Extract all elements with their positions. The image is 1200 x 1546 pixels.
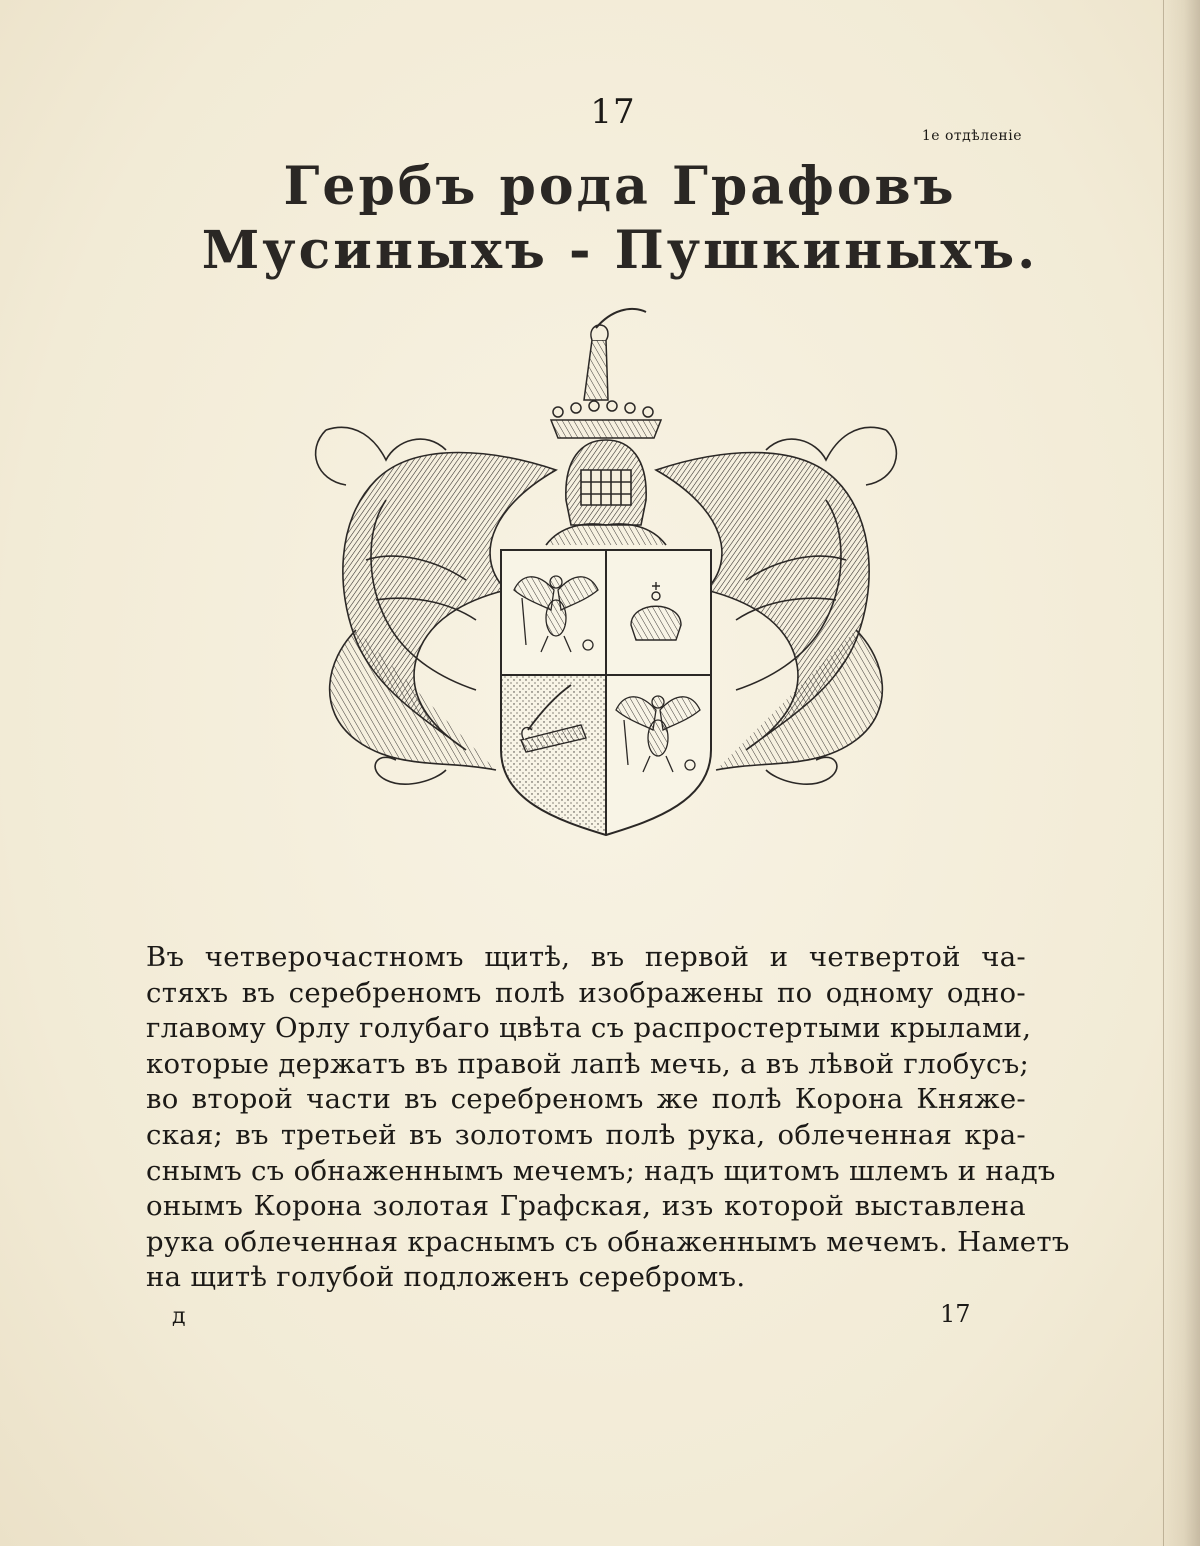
page-title-line-2: Мусиныхъ - Пушкиныхъ. (201, 220, 1039, 281)
description-line: стяхъ въ серебреномъ полѣ изображены по одному одно- (146, 976, 1026, 1009)
coat-of-arms-engraving (296, 300, 916, 860)
page-title-line-1: Гербъ рода Графовъ (283, 156, 957, 217)
page-number-top: 17 (590, 92, 636, 132)
description-text (146, 940, 1070, 1296)
description-line: Въ четверочастномъ щитѣ, въ первой и четвертой ча- (146, 941, 1026, 973)
count-coronet (551, 401, 661, 438)
shield (501, 550, 711, 835)
crest-arm-with-sabre (584, 309, 646, 400)
signature-mark: д (172, 1304, 186, 1329)
description-line: снымъ съ обнаженнымъ мечемъ; надъ щитомъ шлемъ и надъ (146, 1154, 1056, 1187)
description-line: которые держатъ въ правой лапѣ мечь, а въ лѣвой глобусъ; (146, 1047, 1030, 1080)
section-label: 1е отдѣленіе (921, 128, 1022, 144)
description-line-last: на щитѣ голубой подложенъ серебромъ. (146, 1261, 746, 1294)
helmet (546, 440, 666, 545)
description-line: главому Орлу голубаго цвѣта съ распростертыми крылами, (146, 1012, 1032, 1045)
page-number-bottom: 17 (940, 1300, 971, 1328)
description-line: во второй части въ серебреномъ же полѣ Корона Княже- (146, 1083, 1026, 1116)
description-line: рука облеченная краснымъ съ обнаженнымъ мечемъ. Наметъ (146, 1225, 1070, 1258)
description-line: онымъ Корона золотая Графская, изъ которой выставлена (146, 1190, 1026, 1223)
description-line: ская; въ третьей въ золотомъ полѣ рука, облеченная кра- (146, 1118, 1026, 1151)
